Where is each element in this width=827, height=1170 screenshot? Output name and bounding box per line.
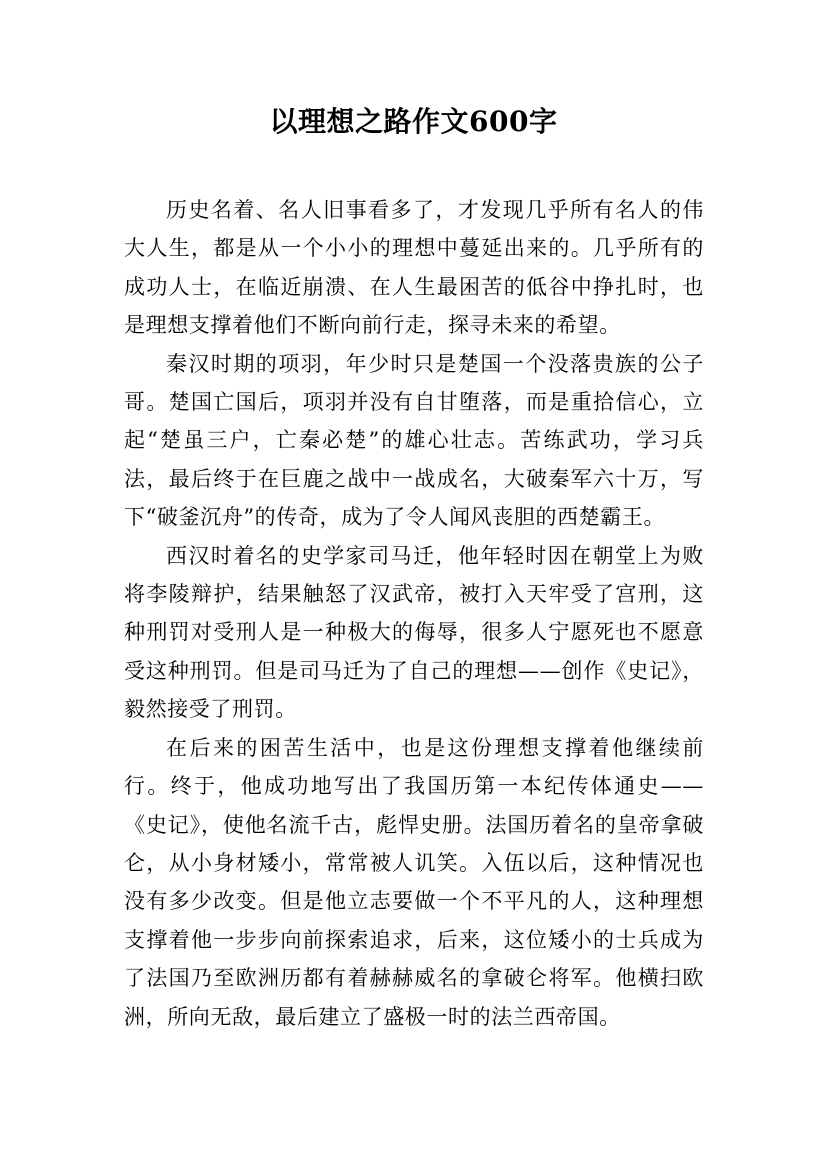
page-title: 以理想之路作文600字 — [269, 105, 558, 138]
paragraph-1: 历史名着、名人旧事看多了，才发现几乎所有名人的伟大人生，都是从一个小小的理想中蔓延出来的。几乎所有的成功人士，在临近崩溃、在人生最困苦的低谷中挣扎时，也是理想支撑着他们不断向前行走，探寻未来的希望。 — [124, 198, 704, 338]
paragraph-4: 在后来的困苦生活中，也是这份理想支撑着他继续前行。终于，他成功地写出了我国历第一本纪传体通史——《史记》，使他名流千古，彪悍史册。法国历着名的皇帝拿破仑，从小身材矮小，常常被人讥笑。入伍以后，这种情况也没有多少改变。但是他立志要做一个不平凡的人，这种理想支撑着他一步步向前探索追求，后来，这位矮小的士兵成为了法国乃至欧洲历都有着赫赫威名的拿破仑将军。他横扫欧洲，所向无敌，最后建立了盛极一时的法兰西帝国。 — [124, 735, 704, 1029]
paragraph-2: 秦汉时期的项羽，年少时只是楚国一个没落贵族的公子哥。楚国亡国后，项羽并没有自甘堕落，而是重拾信心，立起“楚虽三户，亡秦必楚”的雄心壮志。苦练武功，学习兵法，最后终于在巨鹿之战中一战成名，大破秦军六十万，写下“破釜沉舟”的传奇，成为了令人闻风丧胆的西楚霸王。 — [124, 351, 704, 530]
essay-body — [124, 191, 704, 1036]
paragraph-3: 西汉时着名的史学家司马迁，他年轻时因在朝堂上为败将李陵辩护，结果触怒了汉武帝，被打入天牢受了宫刑，这种刑罚对受刑人是一种极大的侮辱，很多人宁愿死也不愿意受这种刑罚。但是司马迁为了自己的理想——创作《史记》，毅然接受了刑罚。 — [124, 543, 704, 722]
